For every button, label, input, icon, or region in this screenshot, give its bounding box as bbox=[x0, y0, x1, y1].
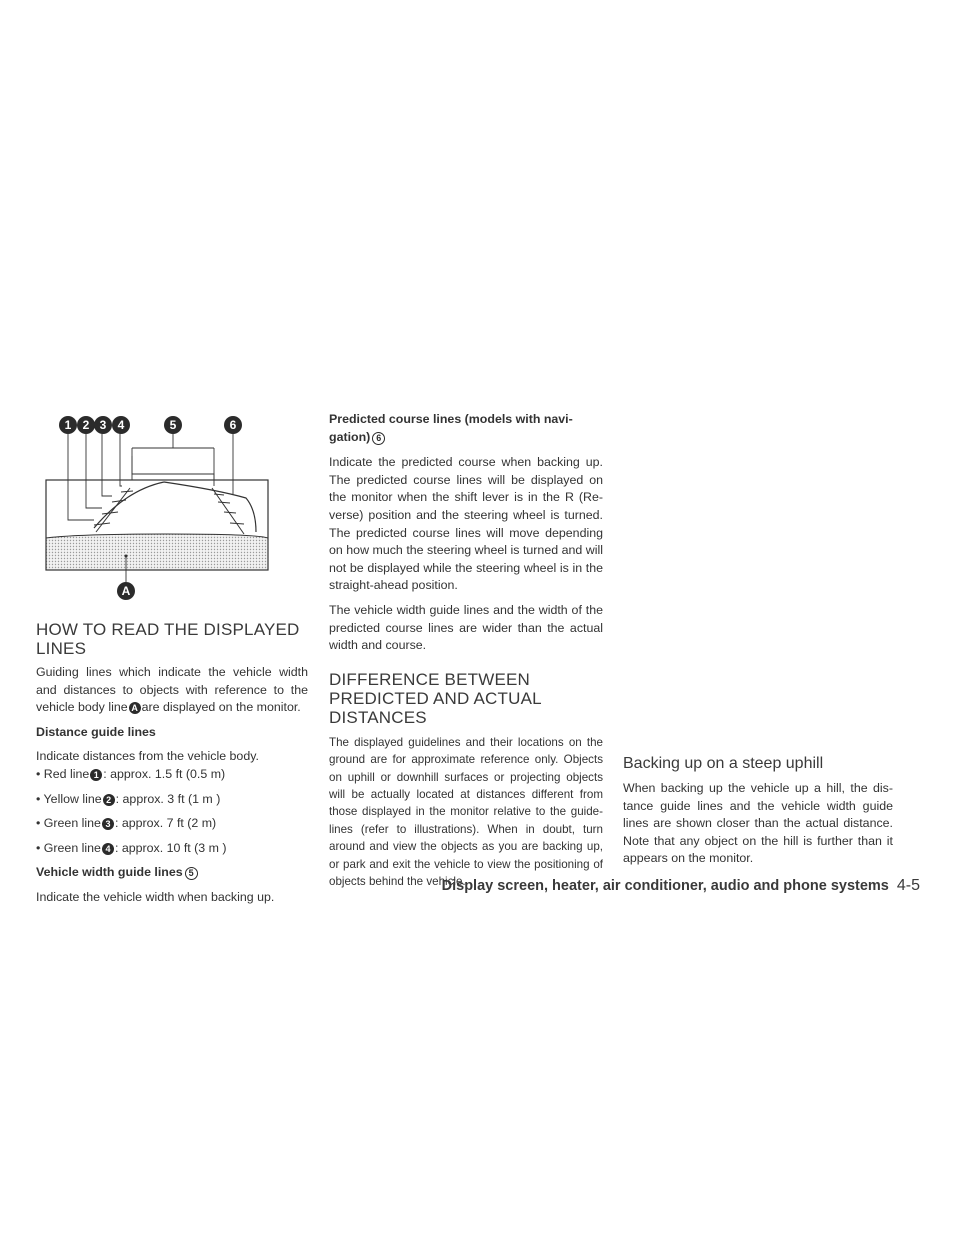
predicted-course-heading: Predicted course lines (models with navi- gation) 6 bbox=[329, 412, 573, 444]
svg-text:4: 4 bbox=[117, 418, 125, 432]
marker-6: 6 bbox=[372, 432, 385, 445]
predicted-course-text: Indicate the predicted course when backing up. The predicted course lines will be displayed on the monitor when the shift lever is in the R (Re- verse) position and the steering wheel is turned. The predicted course lines will move depending on how much the steering wheel is turned and will not be displayed while the steering wheel is in the straight-ahead position. bbox=[329, 455, 603, 593]
column-left bbox=[36, 620, 308, 907]
column-right bbox=[623, 754, 893, 868]
marker-2: 2 bbox=[103, 794, 115, 806]
footer-section-title: Display screen, heater, air conditioner, audio and phone systems bbox=[441, 878, 889, 894]
callout-2 bbox=[77, 416, 95, 434]
uphill-heading: Backing up on a steep uphill bbox=[623, 755, 824, 772]
callout-4 bbox=[112, 416, 130, 434]
intro-text-1: Guiding lines which indicate the vehicle width and distances to objects with reference to the vehicle body line bbox=[36, 665, 308, 715]
callout-1 bbox=[59, 416, 77, 434]
page-footer bbox=[442, 877, 920, 895]
intro-text-2: are displayed on the monitor. bbox=[141, 700, 301, 715]
callout-6 bbox=[224, 416, 242, 434]
uphill-text: When backing up the vehicle up a hill, the dis- tance guide lines and the vehicle width guide lines are shown closer than the actual distance. Note that any object on the hill is further than it appears on the monitor. bbox=[623, 781, 893, 866]
marker-5: 5 bbox=[185, 867, 198, 880]
intro-paragraph bbox=[36, 664, 308, 717]
marker-1: 1 bbox=[90, 769, 102, 781]
distance-line-item: • Yellow line 2 : approx. 3 ft (1 m ) bbox=[36, 791, 221, 806]
marker-4: 4 bbox=[102, 843, 114, 855]
svg-text:2: 2 bbox=[82, 418, 90, 432]
vehicle-width-text: Indicate the vehicle width when backing up. bbox=[36, 889, 275, 904]
guide-lines-illustration bbox=[36, 410, 306, 610]
distance-intro: Indicate distances from the vehicle body. bbox=[36, 749, 259, 764]
bumper-area bbox=[46, 534, 268, 570]
distance-line-item: • Green line 3 : approx. 7 ft (2 m) bbox=[36, 816, 217, 831]
svg-text:3: 3 bbox=[99, 418, 107, 432]
distance-line-item: • Green line 4 : approx. 10 ft (3 m ) bbox=[36, 840, 227, 855]
svg-text:A: A bbox=[121, 584, 131, 598]
distance-guide-heading: Distance guide lines bbox=[36, 724, 156, 739]
difference-text: The displayed guidelines and their locations on the ground are for approximate reference only. Objects on uphill or downhill surfaces or projecting objects will be actually located at distances different from those displayed in the monitor relative to the guide- lines (refer to illustrations). When in doubt, turn around and view the objects as you are backing up, or park and exit the vehicle to view the positioning of objects behind the vehicle. bbox=[329, 735, 603, 888]
monitor-diagram bbox=[36, 410, 306, 610]
width-note-text: The vehicle width guide lines and the width of the predicted course lines are wider than the actual width and course. bbox=[329, 602, 603, 653]
svg-text:6: 6 bbox=[229, 418, 237, 432]
svg-text:5: 5 bbox=[169, 418, 177, 432]
predicted-course-right bbox=[164, 482, 256, 532]
callout-3 bbox=[94, 416, 112, 434]
svg-text:1: 1 bbox=[64, 418, 72, 432]
marker-a: A bbox=[129, 702, 141, 714]
page-number: 4-5 bbox=[896, 877, 920, 894]
marker-3: 3 bbox=[102, 818, 114, 830]
callout-a bbox=[117, 582, 135, 600]
vehicle-width-heading: Vehicle width guide lines 5 bbox=[36, 864, 308, 882]
section-heading-displayed-lines: HOW TO READ THE DISPLAYED LINES bbox=[36, 620, 300, 658]
distance-line-item: • Red line 1 : approx. 1.5 ft (0.5 m) bbox=[36, 766, 226, 781]
callout-5 bbox=[164, 416, 182, 434]
section-heading-difference: DIFFERENCE BETWEEN PREDICTED AND ACTUAL DISTANCES bbox=[329, 669, 542, 727]
column-middle bbox=[329, 411, 603, 890]
